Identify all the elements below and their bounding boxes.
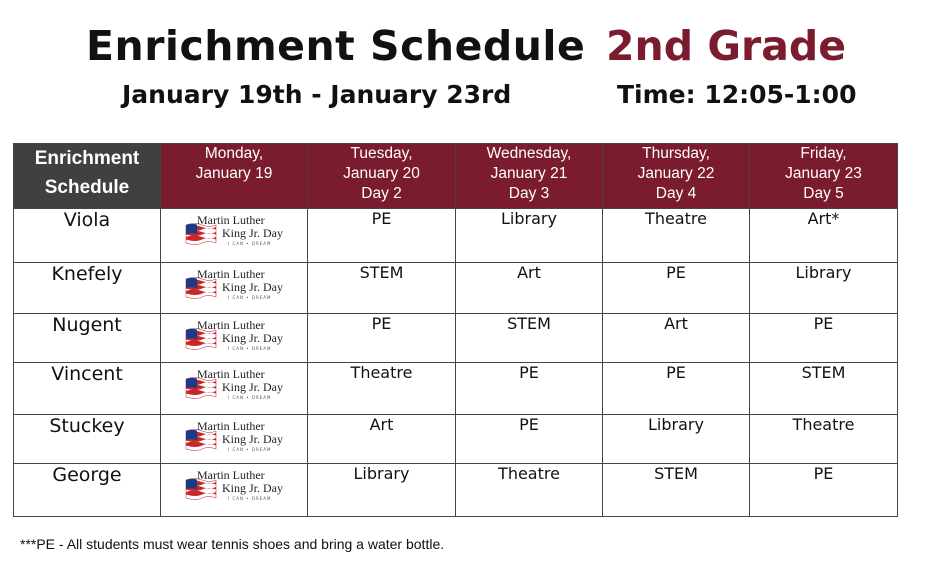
footnote: ***PE - All students must wear tennis shoes and bring a water bottle.	[20, 536, 445, 552]
holiday-cell	[161, 209, 308, 263]
holiday-line-1: Martin Luther	[197, 213, 265, 227]
mlk-day-logo	[184, 468, 284, 512]
corner-line-2: Schedule	[44, 177, 130, 198]
day-header-wednesday	[456, 144, 603, 209]
teacher-name: George	[14, 464, 161, 517]
holiday-line-1: Martin Luther	[197, 318, 265, 332]
teacher-name: Knefely	[14, 263, 161, 314]
holiday-line-2: King Jr. Day	[222, 432, 283, 446]
holiday-line-3: I CAN • DREAM	[228, 241, 272, 246]
holiday-line-2: King Jr. Day	[222, 481, 283, 495]
day-date: January 20	[343, 165, 420, 182]
activity-cell: PE	[456, 415, 603, 464]
mlk-day-logo	[184, 318, 284, 362]
holiday-line-1: Martin Luther	[197, 367, 265, 381]
day-number: Day 3	[508, 185, 550, 202]
day-name: Thursday,	[642, 145, 710, 162]
day-number: Day 2	[361, 185, 402, 202]
table-row	[14, 363, 898, 415]
page-title: Enrichment Schedule	[86, 22, 586, 70]
activity-cell: Theatre	[750, 415, 898, 464]
holiday-line-1: Martin Luther	[197, 468, 265, 482]
holiday-line-3: I CAN • DREAM	[228, 447, 272, 452]
holiday-line-2: King Jr. Day	[222, 280, 283, 294]
day-name: Tuesday,	[350, 145, 413, 162]
activity-cell: Art	[308, 415, 456, 464]
day-header-monday	[161, 144, 308, 209]
activity-cell: STEM	[603, 464, 750, 517]
day-name: Wednesday,	[486, 145, 572, 162]
activity-cell: Library	[750, 263, 898, 314]
holiday-line-3: I CAN • DREAM	[228, 295, 272, 300]
date-range: January 19th - January 23rd	[122, 80, 512, 109]
day-header-tuesday	[308, 144, 456, 209]
table-row	[14, 314, 898, 363]
activity-cell: Theatre	[456, 464, 603, 517]
activity-cell: Library	[308, 464, 456, 517]
schedule-table	[13, 143, 898, 517]
activity-cell: Theatre	[308, 363, 456, 415]
holiday-line-2: King Jr. Day	[222, 380, 283, 394]
holiday-line-3: I CAN • DREAM	[228, 496, 272, 501]
day-number: Day 5	[803, 185, 844, 202]
holiday-cell	[161, 363, 308, 415]
holiday-cell	[161, 314, 308, 363]
activity-cell: Art	[603, 314, 750, 363]
day-header-friday	[750, 144, 898, 209]
holiday-cell	[161, 263, 308, 314]
activity-cell: PE	[603, 263, 750, 314]
teacher-name: Stuckey	[14, 415, 161, 464]
activity-cell: PE	[603, 363, 750, 415]
holiday-cell	[161, 415, 308, 464]
activity-cell: PE	[456, 363, 603, 415]
activity-cell: PE	[750, 464, 898, 517]
teacher-name: Nugent	[14, 314, 161, 363]
holiday-line-1: Martin Luther	[197, 419, 265, 433]
teacher-name: Viola	[14, 209, 161, 263]
activity-cell: Art	[456, 263, 603, 314]
corner-line-1: Enrichment	[34, 148, 140, 169]
table-row	[14, 209, 898, 263]
mlk-day-logo	[184, 367, 284, 411]
day-date: January 21	[490, 165, 568, 182]
corner-header	[14, 144, 161, 209]
table-row	[14, 263, 898, 314]
holiday-cell	[161, 464, 308, 517]
activity-cell: PE	[308, 209, 456, 263]
day-number: Day 4	[655, 185, 697, 202]
grade-label: 2nd Grade	[606, 22, 847, 70]
activity-cell: STEM	[750, 363, 898, 415]
mlk-day-logo	[184, 419, 284, 463]
table-row	[14, 415, 898, 464]
day-date: January 23	[785, 165, 862, 182]
holiday-line-2: King Jr. Day	[222, 331, 283, 345]
teacher-name: Vincent	[14, 363, 161, 415]
activity-cell: STEM	[456, 314, 603, 363]
activity-cell: PE	[750, 314, 898, 363]
holiday-line-1: Martin Luther	[197, 267, 265, 281]
activity-cell: STEM	[308, 263, 456, 314]
holiday-line-2: King Jr. Day	[222, 226, 283, 240]
day-name: Monday,	[204, 145, 264, 162]
day-date: January 19	[195, 165, 273, 182]
activity-cell: Library	[603, 415, 750, 464]
activity-cell: Library	[456, 209, 603, 263]
mlk-day-logo	[184, 267, 284, 311]
day-name: Friday,	[800, 145, 847, 162]
time-label: Time: 12:05-1:00	[617, 80, 857, 109]
day-date: January 22	[637, 165, 715, 182]
holiday-line-3: I CAN • DREAM	[228, 395, 272, 400]
mlk-day-logo	[184, 213, 284, 257]
header-row	[14, 144, 898, 209]
table-row	[14, 464, 898, 517]
activity-cell: Theatre	[603, 209, 750, 263]
activity-cell: PE	[308, 314, 456, 363]
activity-cell: Art*	[750, 209, 898, 263]
holiday-line-3: I CAN • DREAM	[228, 346, 272, 351]
day-header-thursday	[603, 144, 750, 209]
